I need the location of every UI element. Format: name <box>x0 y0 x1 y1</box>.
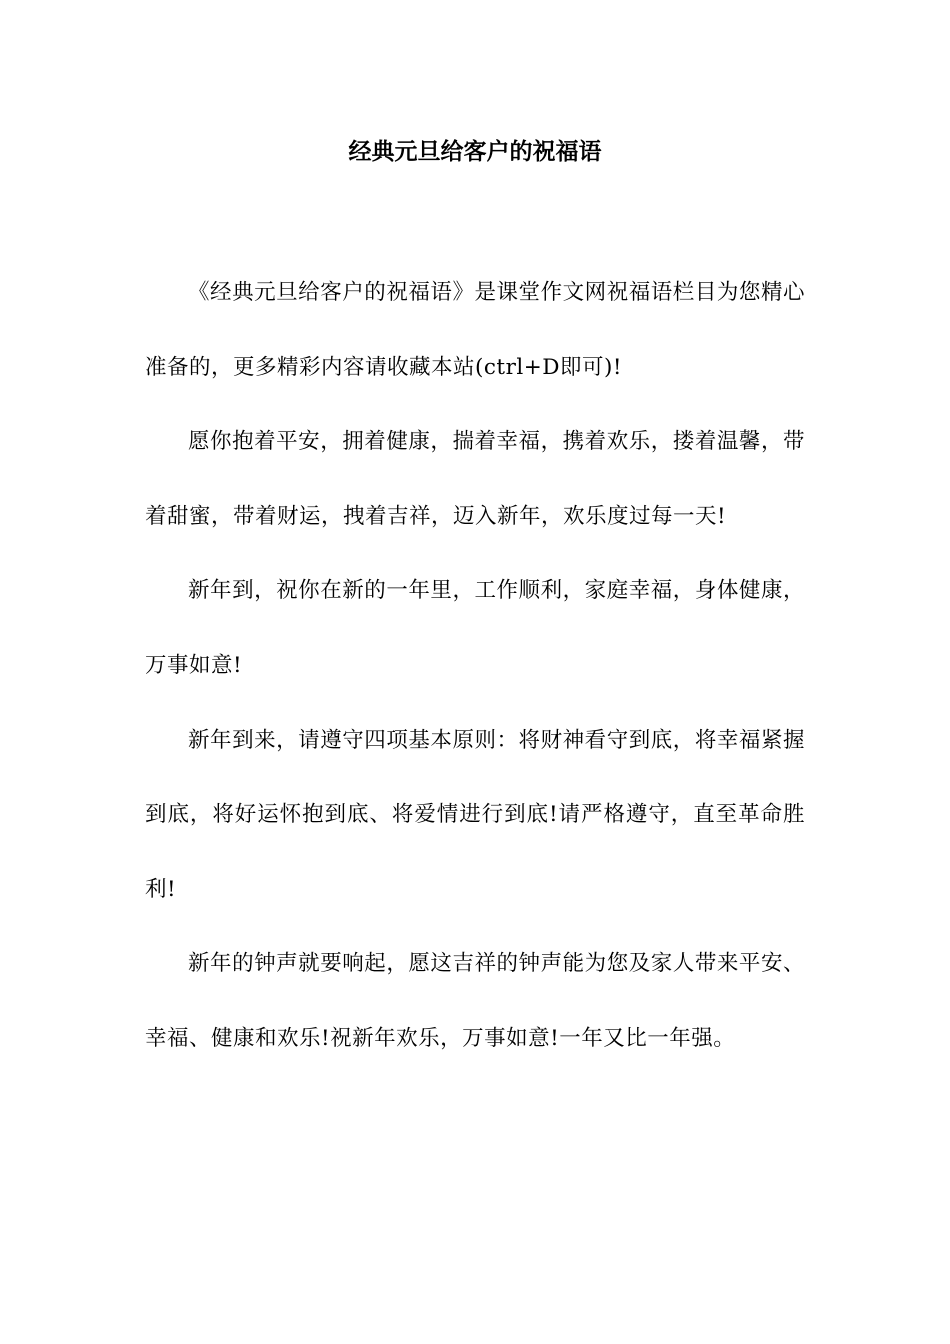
document-title: 经典元旦给客户的祝福语 <box>348 139 602 165</box>
paragraph-blessing-4: 新年的钟声就要响起，愿这吉祥的钟声能为您及家人带来平安、幸福、健康和欢乐!祝新年欢乐，万事如意!一年又比一年强。 <box>145 951 805 1051</box>
paragraph-intro: 《经典元旦给客户的祝福语》是课堂作文网祝福语栏目为您精心准备的，更多精彩内容请收藏本站(ctrl+D即可)! <box>145 280 805 380</box>
paragraph-blessing-3: 新年到来，请遵守四项基本原则：将财神看守到底，将幸福紧握到底，将好运怀抱到底、将爱情进行到底!请严格遵守，直至革命胜利! <box>145 727 805 902</box>
document-body <box>145 256 805 1077</box>
paragraph-blessing-1: 愿你抱着平安，拥着健康，揣着幸福，携着欢乐，搂着温馨，带着甜蜜，带着财运，拽着吉祥，迈入新年，欢乐度过每一天! <box>145 429 805 529</box>
paragraph-blessing-2: 新年到，祝你在新的一年里，工作顺利，家庭幸福，身体健康，万事如意! <box>145 578 805 678</box>
